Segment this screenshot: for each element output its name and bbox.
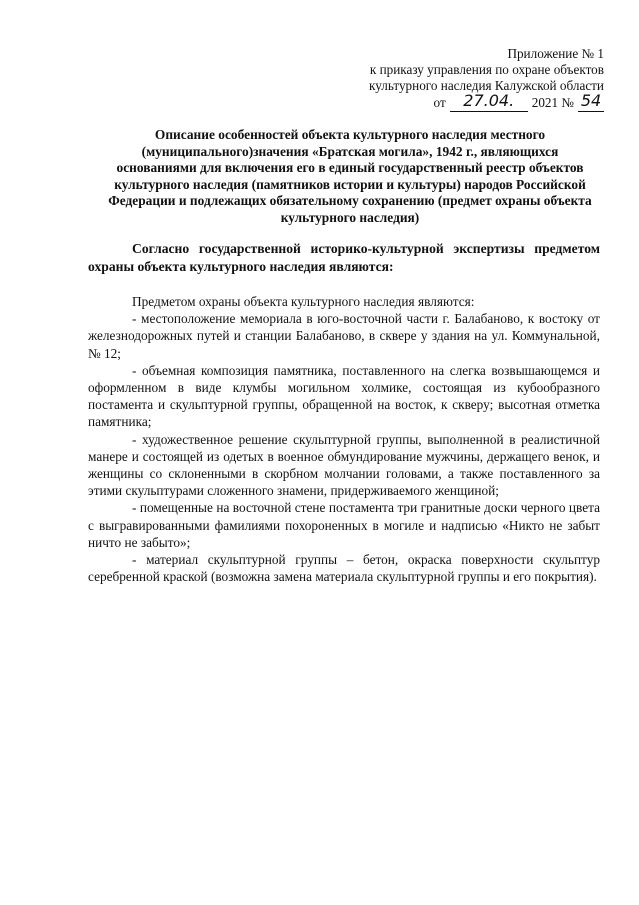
handwritten-order-number: 54 bbox=[580, 91, 602, 110]
order-reference: к приказу управления по охране объектов bbox=[369, 62, 604, 77]
protection-item-artistic-solution: - художественное решение скульптурной группы, выполненной в реалистичной манере и состоящей из одетых в военное обмундирование мужчины, держащего венок, и женщины со склоненными в скорбном молчании головами, а также поставленного за этими скульптурами сложенного знамени, придерживаемого женщиной; bbox=[88, 431, 600, 499]
body-lead-paragraph: Предметом охраны объекта культурного наследия являются: bbox=[132, 294, 475, 309]
document-body bbox=[88, 293, 600, 585]
order-date-line bbox=[264, 91, 604, 112]
authority-name: культурного наследия Калужской области bbox=[369, 78, 604, 93]
protection-item-location: - местоположение мемориала в юго-восточной части г. Балабаново, к востоку от железнодорожных путей и станции Балабаново, в сквере у здания на ул. Коммунальной, № 12; bbox=[88, 311, 600, 361]
protection-item-material: - материал скульптурной группы – бетон, окраска поверхности скульптур серебренной краской (возможна замена материала скульптурной группы и его покрытия). bbox=[88, 552, 600, 585]
date-prefix: от bbox=[433, 95, 446, 110]
document-title: Описание особенностей объекта культурного наследия местного (муниципального)значения «Братская могила», 1942 г., являющихся основаниями для включения его в единый государственный реестр объектов культурного наследия (памятников истории и культуры) народов Российской Федерации и подлежащих обязательному сохранению (предмет охраны объекта культурного наследия) bbox=[108, 127, 592, 225]
appendix-header bbox=[264, 46, 604, 112]
order-number-field bbox=[578, 91, 604, 112]
handwritten-date: 27.04. bbox=[463, 91, 515, 110]
protection-item-composition: - объемная композиция памятника, поставленного на слегка возвышающемся и оформленном в виде клумбы могильном холмике, состоящая из кубообразного постамента и скульптурной группы, обращенной на восток, к скверу; высотная отметка памятника; bbox=[88, 362, 600, 430]
protection-item-granite-plaques: - помещенные на восточной стене постамента три гранитные доски черного цвета с выгравированными фамилиями похороненных в могиле и надписью «Никто не забыт ничто не забыто»; bbox=[88, 500, 600, 550]
date-field bbox=[450, 91, 528, 112]
section-subheading: Согласно государственной историко-культурной экспертизы предметом охраны объекта культурного наследия являются: bbox=[88, 241, 600, 274]
appendix-number: Приложение № 1 bbox=[507, 46, 604, 61]
year-and-number-label: 2021 № bbox=[531, 95, 574, 110]
